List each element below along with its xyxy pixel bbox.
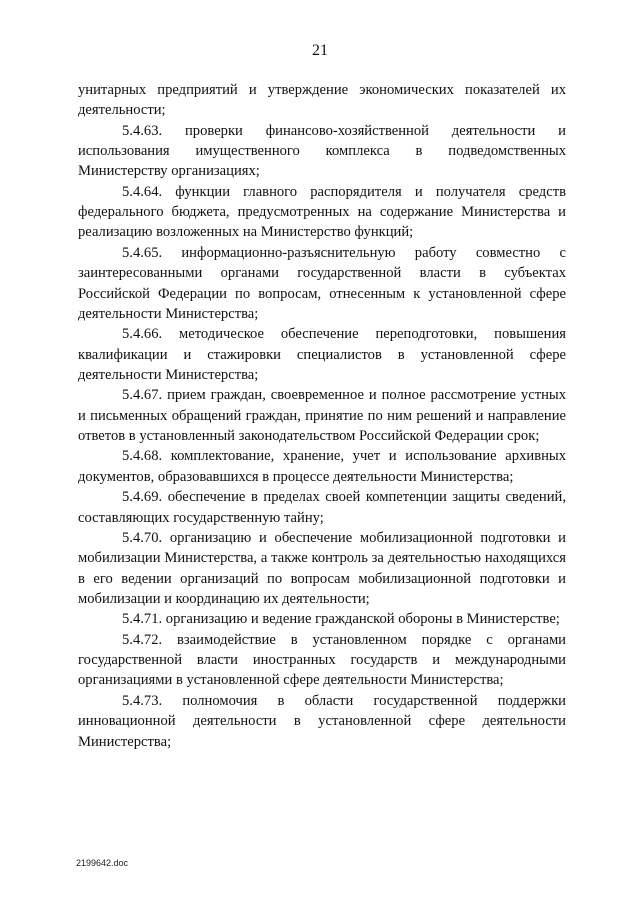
clause-number: 5.4.66.	[122, 326, 163, 343]
clause-text: взаимодействие в установленном порядке с органами государственной власти иностранных государств и международными организациями в установленной сфере деятельности Министерства;	[78, 631, 566, 689]
clause-5-4-72	[78, 630, 566, 691]
clause-5-4-68	[78, 446, 566, 487]
paragraph-text: унитарных предприятий и утверждение экономических показателей их деятельности;	[78, 82, 566, 119]
clause-5-4-65	[78, 243, 566, 324]
clause-text: функции главного распорядителя и получателя средств федерального бюджета, предусмотренных на содержание Министерства и реализацию возложенных на Министерство функций;	[78, 183, 566, 241]
clause-number: 5.4.69.	[122, 489, 163, 506]
page-number: 21	[312, 42, 328, 59]
clause-number: 5.4.71.	[122, 611, 163, 628]
clause-5-4-71	[78, 609, 566, 629]
clause-text: прием граждан, своевременное и полное рассмотрение устных и письменных обращений граждан, принятие по ним решений и направление ответов в установленный законодательством Российской Федерации срок;	[78, 387, 566, 444]
clause-number: 5.4.65.	[122, 244, 163, 261]
clause-5-4-69	[78, 487, 566, 528]
clause-text: полномочия в области государственной поддержки инновационной деятельности в установленной сфере деятельности Министерства;	[78, 692, 566, 750]
clause-text: обеспечение в пределах своей компетенции защиты сведений, составляющих государственную тайну;	[78, 489, 566, 526]
clause-text: проверки финансово-хозяйственной деятельности и использования имущественного комплекса в подведомственных Министерству организациях;	[78, 122, 566, 180]
clause-number: 5.4.67.	[122, 387, 163, 404]
clause-number: 5.4.64.	[122, 183, 163, 200]
clause-5-4-64	[78, 182, 566, 243]
paragraph-continuation	[78, 80, 566, 121]
clause-number: 5.4.72.	[122, 631, 163, 648]
clause-number: 5.4.63.	[122, 122, 163, 139]
clause-text: организацию и обеспечение мобилизационной подготовки и мобилизации Министерства, а также контроль за деятельностью находящихся в его ведении организаций по вопросам мобилизационной подготовки и мобилизации и координацию их деятельности;	[78, 530, 566, 607]
document-body	[78, 80, 566, 752]
clause-text: организацию и ведение гражданской обороны в Министерстве;	[165, 611, 560, 628]
clause-5-4-73	[78, 691, 566, 752]
clause-5-4-67	[78, 385, 566, 446]
clause-text: информационно-разъяснительную работу совместно с заинтересованными органами государственной власти в субъектах Российской Федерации по вопросам, отнесенным к установленной сфере деятельности Министерства;	[78, 244, 566, 322]
clause-text: методическое обеспечение переподготовки, повышения квалификации и стажировки специалистов в установленной сфере деятельности Министерства;	[78, 326, 566, 383]
clause-5-4-70	[78, 528, 566, 609]
clause-text: комплектование, хранение, учет и использование архивных документов, образовавшихся в процессе деятельности Министерства;	[78, 448, 566, 485]
clause-number: 5.4.73.	[122, 692, 163, 709]
clause-5-4-63	[78, 121, 566, 182]
file-name-footer: 2199642.doc	[76, 858, 129, 868]
clause-number: 5.4.70.	[122, 530, 163, 547]
clause-5-4-66	[78, 324, 566, 385]
clause-number: 5.4.68.	[122, 448, 163, 465]
